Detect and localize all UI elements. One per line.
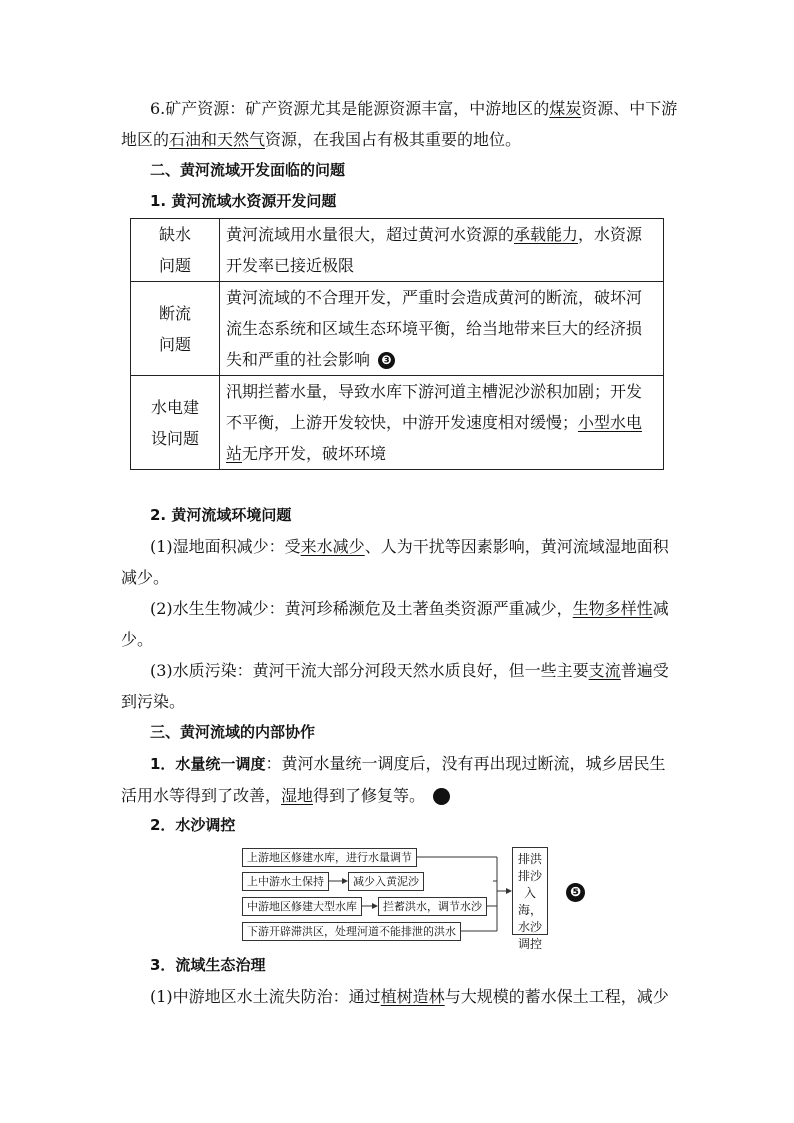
underlined-oil-gas: 石油和天然气 xyxy=(169,130,266,149)
flow-box-flood-detention: 下游开辟滞洪区，处理河道不能排泄的洪水 xyxy=(242,922,461,941)
section-title-problems: 二、黄河流域开发面临的问题 xyxy=(150,161,346,179)
underlined-coal: 煤炭 xyxy=(549,99,582,118)
flow-box-midstream-reservoir: 中游地区修建大型水库 xyxy=(242,897,362,916)
item-soil-erosion: (1)中游地区水土流失防治：通过植树造林与大规模的蓄水保土工程，减少 xyxy=(150,987,669,1006)
marker-5-icon: ❺ xyxy=(566,883,585,902)
env-aquatic-life: (2)水生生物减少：黄河珍稀濒危及土著鱼类资源严重减少，生物多样性减少。 xyxy=(121,599,669,649)
underlined-capacity: 承载能力 xyxy=(514,225,579,244)
env-wetland: (1)湿地面积减少：受来水减少、人为干扰等因素影响，黄河流域湿地面积减少。 xyxy=(121,537,669,587)
row-text: 黄河流域用水量很大，超过黄河水资源的承载能力，水资源开发率已接近极限 xyxy=(220,219,664,282)
row-text: 汛期拦蓄水量，导致水库下游河道主槽泥沙淤积加剧；开发不平衡，上游开发较快，中游开发速度相对缓慢；小型水电站无序开发，破坏环境 xyxy=(220,376,664,470)
row-label: 断流 问题 xyxy=(131,282,220,376)
section-title-cooperation: 三、黄河流域的内部协作 xyxy=(150,723,316,741)
item-water-dispatch: 1．水量统一调度：黄河水量统一调度后，没有再出现过断流，城乡居民生活用水等得到了改善，湿地得到了修复等。 ❹ xyxy=(121,754,666,805)
flow-box-result: 排洪 排沙 入海， 水沙 调控 xyxy=(512,847,548,935)
flow-box-upstream-reservoir: 上游地区修建水库，进行水量调节 xyxy=(242,848,417,867)
underlined-small-hydro: 小型水电站 xyxy=(226,413,643,463)
row-label: 缺水 问题 xyxy=(131,219,220,282)
subtitle-environment: 2. 黄河流域环境问题 xyxy=(150,506,292,524)
env-water-pollution: (3)水质污染：黄河干流大部分河段天然水质良好，但一些主要支流普遍受到污染。 xyxy=(121,661,669,711)
marker-4-icon: ❹ xyxy=(433,788,450,805)
flow-box-flood-storage: 拦蓄洪水，调节水沙 xyxy=(378,897,487,916)
flow-box-reduce-sediment: 减少入黄泥沙 xyxy=(348,872,424,891)
subtitle-ecological-governance: 3．流域生态治理 xyxy=(150,956,266,974)
paragraph-mineral-resources: 6.矿产资源：矿产资源尤其是能源资源丰富，中游地区的煤炭资源、中下游地区的石油和天然气资源，在我国占有极其重要的地位。 xyxy=(121,99,678,149)
subtitle-water-resources: 1. 黄河流域水资源开发问题 xyxy=(150,192,337,210)
flow-box-soil-conservation: 上中游水土保持 xyxy=(242,872,329,891)
subtitle-sediment-control: 2．水沙调控 xyxy=(150,816,236,834)
row-text: 黄河流域的不合理开发，严重时会造成黄河的断流，破坏河流生态系统和区域生态环境平衡，给当地带来巨大的经济损失和严重的社会影响 ❸ xyxy=(220,282,664,376)
marker-3-icon: ❸ xyxy=(378,352,395,369)
row-label: 水电建 设问题 xyxy=(131,376,220,470)
